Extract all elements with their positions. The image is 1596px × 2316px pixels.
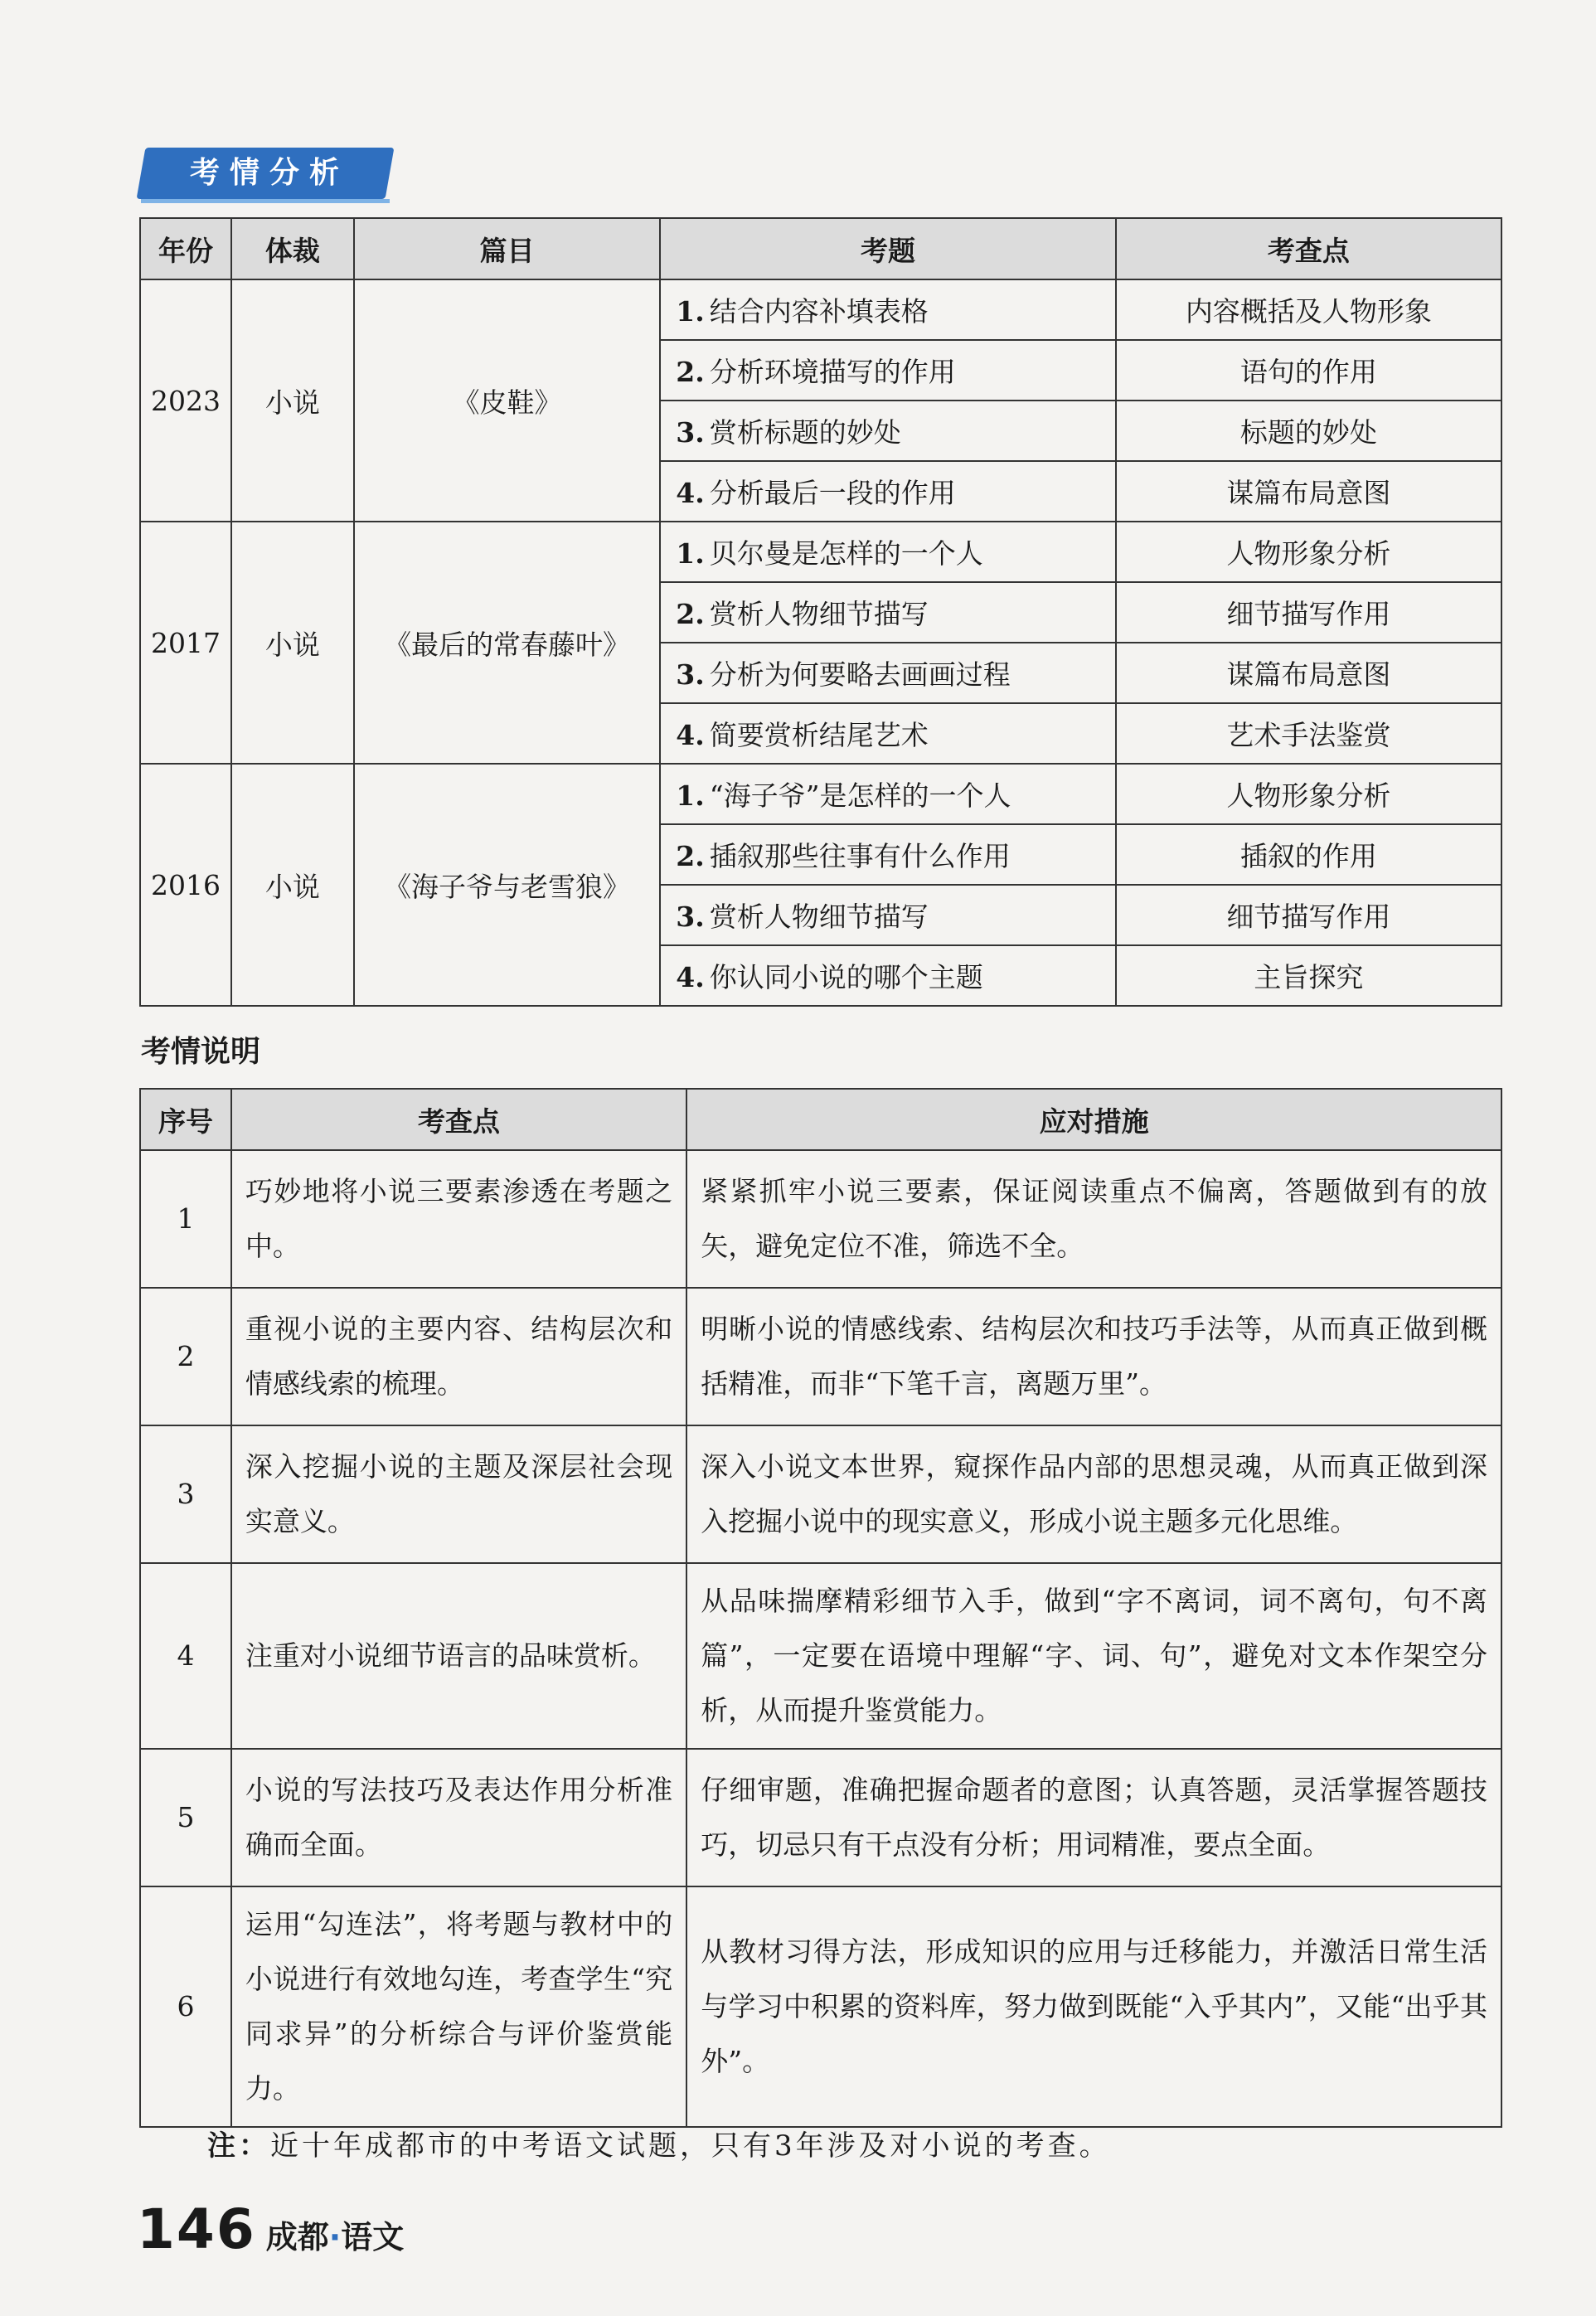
- year-cell: 2016: [140, 764, 231, 1006]
- question-number: 2.: [676, 840, 705, 872]
- year-cell: 2017: [140, 522, 231, 764]
- question-text: 贝尔曼是怎样的一个人: [709, 537, 983, 570]
- book-separator: ·: [328, 2219, 342, 2255]
- question-text: 分析环境描写的作用: [709, 356, 956, 388]
- header-question: 考题: [660, 218, 1115, 279]
- question-text: 简要赏析结尾艺术: [709, 719, 929, 751]
- table-row: [140, 279, 1501, 340]
- page-number: 146: [137, 2197, 256, 2261]
- work-title-cell: 《海子爷与老雪狼》: [354, 764, 661, 1006]
- measure-cell: 紧紧抓牢小说三要素，保证阅读重点不偏离，答题做到有的放矢，避免定位不准，筛选不全。: [686, 1150, 1501, 1288]
- header-point: 考查点: [1116, 218, 1501, 279]
- question-number: 3.: [676, 416, 705, 449]
- page-footer: [137, 2197, 404, 2264]
- header-measure: 应对措施: [686, 1089, 1501, 1150]
- question-cell: [660, 824, 1115, 885]
- point-cell: 小说的写法技巧及表达作用分析准确而全面。: [231, 1749, 686, 1886]
- point-cell: 内容概括及人物形象: [1116, 279, 1501, 340]
- measure-cell: 从教材习得方法，形成知识的应用与迁移能力，并激活日常生活与学习中积累的资料库，努力做到既能“入乎其内”，又能“出乎其外”。: [686, 1886, 1501, 2127]
- point-cell: 深入挖掘小说的主题及深层社会现实意义。: [231, 1425, 686, 1563]
- question-cell: [660, 522, 1115, 582]
- book-subject: 语文: [341, 2219, 405, 2255]
- question-cell: [660, 764, 1115, 824]
- question-number: 2.: [676, 598, 705, 630]
- question-cell: [660, 461, 1115, 522]
- year-cell: 2023: [140, 279, 231, 522]
- section-banner-underline: [141, 199, 390, 203]
- footnote: [207, 2123, 1111, 2163]
- point-cell: 注重对小说细节语言的品味赏析。: [231, 1563, 686, 1749]
- note-text: 近十年成都市的中考语文试题，只有3年涉及对小说的考查。: [270, 2129, 1111, 2163]
- point-cell: 细节描写作用: [1116, 582, 1501, 643]
- measure-cell: 仔细审题，准确把握命题者的意图；认真答题，灵活掌握答题技巧，切忌只有干点没有分析；用词精准，要点全面。: [686, 1749, 1501, 1886]
- book-city: 成都: [265, 2219, 329, 2255]
- question-text: 分析为何要略去画画过程: [709, 658, 1011, 691]
- point-cell: 谋篇布局意图: [1116, 643, 1501, 703]
- question-number: 1.: [676, 779, 705, 812]
- question-cell: [660, 643, 1115, 703]
- point-cell: 重视小说的主要内容、结构层次和情感线索的梳理。: [231, 1288, 686, 1425]
- table-row: [140, 764, 1501, 824]
- measure-cell: 深入小说文本世界，窥探作品内部的思想灵魂，从而真正做到深入挖掘小说中的现实意义，形成小说主题多元化思维。: [686, 1425, 1501, 1563]
- exam-analysis-table: [139, 217, 1502, 1007]
- genre-cell: 小说: [231, 279, 354, 522]
- table-row: [140, 1563, 1501, 1749]
- question-number: 3.: [676, 901, 705, 933]
- question-text: 赏析标题的妙处: [709, 416, 901, 449]
- point-cell: 语句的作用: [1116, 340, 1501, 401]
- point-cell: 主旨探究: [1116, 945, 1501, 1006]
- question-number: 4.: [676, 477, 705, 509]
- point-cell: 巧妙地将小说三要素渗透在考题之中。: [231, 1150, 686, 1288]
- question-text: 你认同小说的哪个主题: [709, 961, 983, 993]
- question-number: 3.: [676, 658, 705, 691]
- question-cell: [660, 703, 1115, 764]
- measure-cell: 从品味揣摩精彩细节入手，做到“字不离词，词不离句，句不离篇”，一定要在语境中理解“字、词、句”，避免对文本作架空分析，从而提升鉴赏能力。: [686, 1563, 1501, 1749]
- explanation-table: [139, 1088, 1502, 2128]
- header-index: 序号: [140, 1089, 231, 1150]
- question-cell: [660, 401, 1115, 461]
- question-number: 1.: [676, 295, 705, 328]
- point-cell: 人物形象分析: [1116, 522, 1501, 582]
- point-cell: 艺术手法鉴赏: [1116, 703, 1501, 764]
- note-label: 注：: [207, 2129, 270, 2163]
- index-cell: 5: [140, 1749, 231, 1886]
- explanation-table-header: [140, 1089, 1501, 1150]
- question-text: 赏析人物细节描写: [709, 598, 929, 630]
- explanation-heading: 考情说明: [141, 1035, 261, 1069]
- work-title-cell: 《最后的常春藤叶》: [354, 522, 661, 764]
- point-cell: 人物形象分析: [1116, 764, 1501, 824]
- question-cell: [660, 945, 1115, 1006]
- table-row: [140, 1749, 1501, 1886]
- index-cell: 6: [140, 1886, 231, 2127]
- question-cell: [660, 582, 1115, 643]
- index-cell: 3: [140, 1425, 231, 1563]
- header-point: 考查点: [231, 1089, 686, 1150]
- header-title: 篇目: [354, 218, 661, 279]
- point-cell: 插叙的作用: [1116, 824, 1501, 885]
- question-number: 4.: [676, 719, 705, 751]
- question-number: 2.: [676, 356, 705, 388]
- genre-cell: 小说: [231, 522, 354, 764]
- question-cell: [660, 340, 1115, 401]
- table-row: [140, 522, 1501, 582]
- point-cell: 运用“勾连法”，将考题与教材中的小说进行有效地勾连，考查学生“究同求异”的分析综合与评价鉴赏能力。: [231, 1886, 686, 2127]
- question-number: 1.: [676, 537, 705, 570]
- point-cell: 谋篇布局意图: [1116, 461, 1501, 522]
- index-cell: 4: [140, 1563, 231, 1749]
- section-title: 考情分析: [189, 156, 349, 190]
- question-cell: [660, 885, 1115, 945]
- question-text: 结合内容补填表格: [709, 295, 929, 328]
- question-cell: [660, 279, 1115, 340]
- exam-table-header: [140, 218, 1501, 279]
- table-row: [140, 1288, 1501, 1425]
- index-cell: 2: [140, 1288, 231, 1425]
- question-text: 插叙那些往事有什么作用: [709, 840, 1011, 872]
- question-number: 4.: [676, 961, 705, 993]
- question-text: 赏析人物细节描写: [709, 901, 929, 933]
- book-label: [266, 2212, 404, 2257]
- measure-cell: 明晰小说的情感线索、结构层次和技巧手法等，从而真正做到概括精准，而非“下笔千言，离题万里”。: [686, 1288, 1501, 1425]
- table-row: [140, 1425, 1501, 1563]
- table-row: [140, 1886, 1501, 2127]
- header-genre: 体裁: [231, 218, 354, 279]
- point-cell: 标题的妙处: [1116, 401, 1501, 461]
- point-cell: 细节描写作用: [1116, 885, 1501, 945]
- work-title-cell: 《皮鞋》: [354, 279, 661, 522]
- genre-cell: 小说: [231, 764, 354, 1006]
- header-year: 年份: [140, 218, 231, 279]
- question-text: “海子爷”是怎样的一个人: [709, 779, 1011, 812]
- table-row: [140, 1150, 1501, 1288]
- index-cell: 1: [140, 1150, 231, 1288]
- question-text: 分析最后一段的作用: [709, 477, 956, 509]
